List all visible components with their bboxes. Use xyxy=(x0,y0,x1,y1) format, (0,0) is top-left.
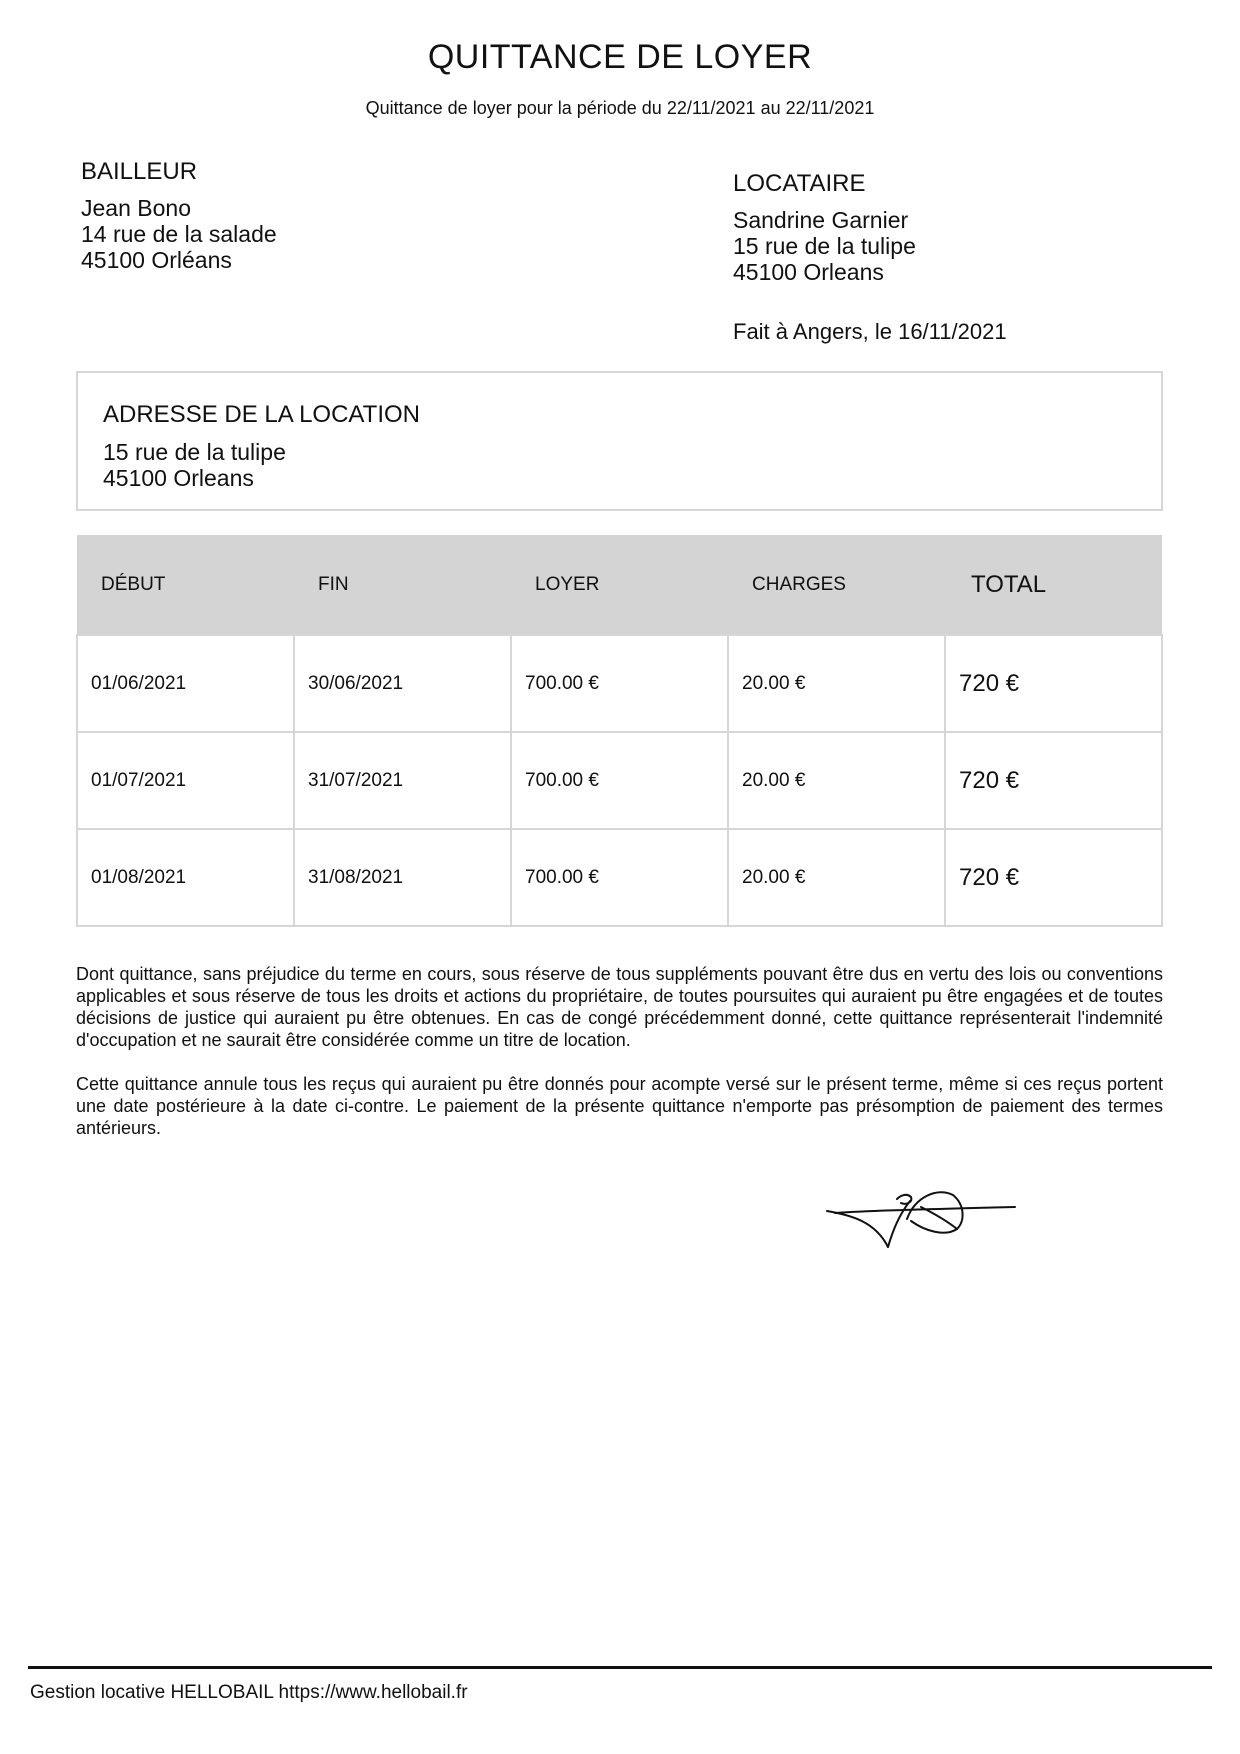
landlord-city: 45100 Orléans xyxy=(81,247,232,273)
tenant-street: 15 rue de la tulipe xyxy=(733,233,916,259)
column-header-debut: DÉBUT xyxy=(77,535,294,635)
landlord-name: Jean Bono xyxy=(81,195,191,221)
rental-address-heading: ADRESSE DE LA LOCATION xyxy=(103,401,420,428)
cell-total: 720 € xyxy=(945,732,1162,829)
column-header-charges: CHARGES xyxy=(728,535,945,635)
landlord-street: 14 rue de la salade xyxy=(81,221,277,247)
document-title: QUITTANCE DE LOYER xyxy=(427,38,813,76)
cell-debut: 01/08/2021 xyxy=(77,829,294,926)
cell-charges: 20.00 € xyxy=(728,829,945,926)
column-header-total: TOTAL xyxy=(945,535,1162,635)
cell-total: 720 € xyxy=(945,635,1162,732)
handwritten-signature xyxy=(825,1185,1025,1255)
rental-address-street: 15 rue de la tulipe xyxy=(103,439,286,465)
cell-debut: 01/06/2021 xyxy=(77,635,294,732)
rent-table xyxy=(76,535,1163,927)
tenant-city: 45100 Orleans xyxy=(733,259,884,285)
column-header-loyer: LOYER xyxy=(511,535,728,635)
rental-address-box xyxy=(76,371,1163,511)
table-row xyxy=(77,829,1162,926)
period-subtitle: Quittance de loyer pour la période du 22/11/2021 au 22/11/2021 xyxy=(365,98,875,118)
rental-address-city: 45100 Orleans xyxy=(103,465,254,491)
cell-fin: 31/08/2021 xyxy=(294,829,511,926)
footer-divider xyxy=(28,1666,1212,1669)
cell-charges: 20.00 € xyxy=(728,732,945,829)
table-row xyxy=(77,732,1162,829)
cell-charges: 20.00 € xyxy=(728,635,945,732)
cell-loyer: 700.00 € xyxy=(511,635,728,732)
table-row xyxy=(77,635,1162,732)
tenant-block xyxy=(733,170,916,285)
cell-loyer: 700.00 € xyxy=(511,829,728,926)
footer-text: Gestion locative HELLOBAIL https://www.hellobail.fr xyxy=(30,1682,468,1703)
tenant-heading: LOCATAIRE xyxy=(733,170,866,197)
landlord-heading: BAILLEUR xyxy=(81,158,198,185)
column-header-fin: FIN xyxy=(294,535,511,635)
cell-debut: 01/07/2021 xyxy=(77,732,294,829)
issue-place-date: Fait à Angers, le 16/11/2021 xyxy=(733,319,1007,344)
cell-fin: 30/06/2021 xyxy=(294,635,511,732)
tenant-name: Sandrine Garnier xyxy=(733,207,909,233)
landlord-block xyxy=(81,158,277,273)
cell-loyer: 700.00 € xyxy=(511,732,728,829)
legal-paragraph-1: Dont quittance, sans préjudice du terme en cours, sous réserve de tous suppléments pouvant être dus en vertu des lois ou conventions applicables et sous réserve de tous les droits et actions du propriétaire, de toutes poursuites qui auraient pu être engagées et de toutes décisions de justice qui auraient pu être obtenues. En cas de congé précédemment donné, cette quittance représenterait l'indemnité d'occupation et ne saurait être considérée comme un titre de location. xyxy=(76,964,1163,1050)
cell-fin: 31/07/2021 xyxy=(294,732,511,829)
legal-paragraph-2: Cette quittance annule tous les reçus qui auraient pu être donnés pour acompte versé sur le présent terme, même si ces reçus portent une date postérieure à la date ci-contre. Le paiement de la présente quittance n'emporte pas présomption de paiement des termes antérieurs. xyxy=(76,1074,1163,1138)
cell-total: 720 € xyxy=(945,829,1162,926)
table-header-row xyxy=(77,535,1162,635)
